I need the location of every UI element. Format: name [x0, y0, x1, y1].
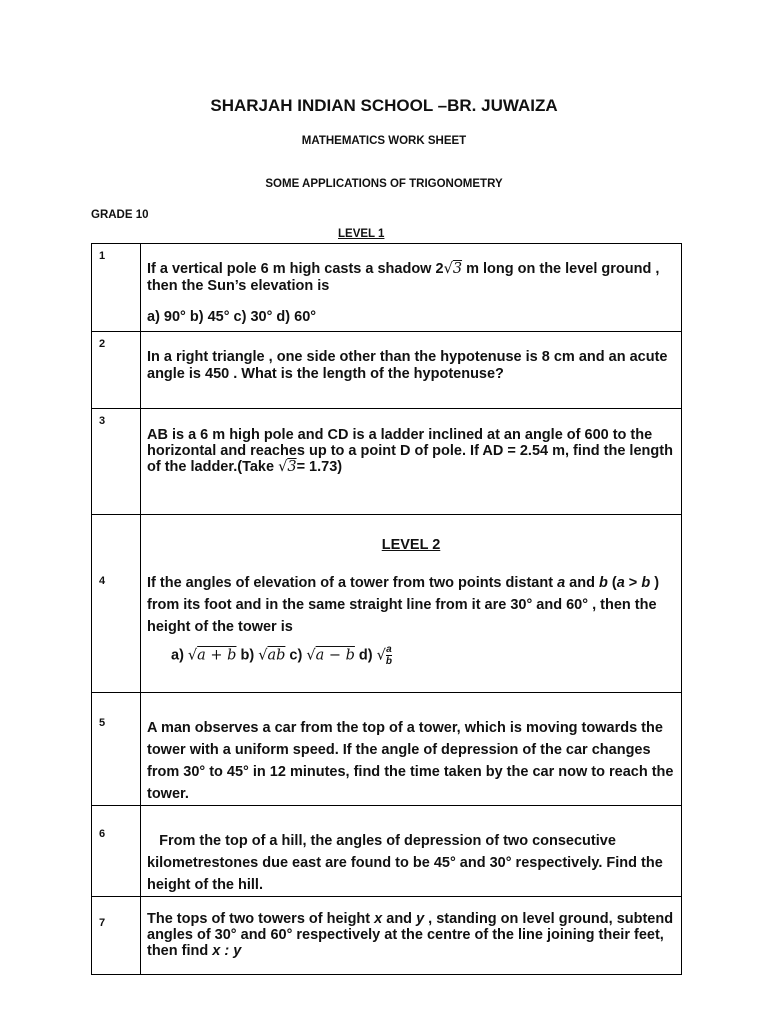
school-name: SHARJAH INDIAN SCHOOL –BR. JUWAIZA	[210, 96, 558, 115]
question-6-text: From the top of a hill, the angles of depression of two consecutive kilometrestones due east are found to be 45° and 30° respectively. Find the height of the hill.	[147, 833, 667, 893]
question-7-text: The tops of two towers of height x and y , standing on level ground, subtend angles of 30° and 60° respectively at the centre of the line joining their feet, then find x : y	[147, 911, 674, 959]
question-2-text: In a right triangle , one side other than the hypotenuse is 8 cm and an acute angle is 450 . What is the length of the hypotenuse?	[147, 349, 668, 382]
question-row	[92, 515, 682, 693]
question-row	[92, 897, 682, 975]
grade-label: GRADE 10	[91, 209, 149, 221]
question-number: 1	[92, 244, 141, 332]
fraction-a-over-b: $\frac{a}{b}$	[385, 644, 393, 667]
question-3-text: AB is a 6 m high pole and CD is a ladder inclined at an angle of 600 to the horizontal and reaches up to a point D of pole. If AD = 2.54 m, find the length of the ladder.(Take √3= 1.73)	[147, 427, 673, 475]
level-2-heading: LEVEL 2	[381, 537, 441, 553]
question-number: 5	[92, 693, 141, 806]
question-1-options: a) 90° b) 45° c) 30° d) 60°	[147, 309, 317, 325]
question-4-options: a) √a + b b) √ab c) √a − b d) $√\frac{a}{b}$	[171, 644, 393, 667]
question-row	[92, 806, 682, 897]
question-number: 2	[92, 332, 141, 409]
question-text	[141, 244, 682, 332]
question-5-text: A man observes a car from the top of a tower, which is moving towards the tower with a uniform speed. If the angle of depression of the car changes from 30° to 45° in 12 minutes, find the time taken by the car now to reach the tower.	[147, 720, 674, 802]
sqrt-expression: √3	[443, 261, 463, 277]
question-number: 6	[92, 806, 141, 897]
worksheet-title: MATHEMATICS WORK SHEET	[301, 135, 467, 147]
question-row	[92, 693, 682, 806]
question-1-stem: If a vertical pole 6 m high casts a shadow 2√3 m long on the level ground , then the Sun’s elevation is	[147, 261, 660, 294]
question-number: 3	[92, 409, 141, 515]
question-row	[92, 244, 682, 332]
question-number: 7	[92, 897, 141, 975]
question-row	[92, 332, 682, 409]
questions-table	[91, 243, 682, 975]
question-4-text: If the angles of elevation of a tower from two points distant a and b (a > b ) from its foot and in the same straight line from it are 30° and 60° , then the height of the tower is	[147, 575, 660, 635]
sqrt-expression: √3	[278, 459, 297, 475]
question-number: 4	[92, 515, 141, 693]
topic-title: SOME APPLICATIONS OF TRIGONOMETRY	[265, 178, 503, 190]
question-row	[92, 409, 682, 515]
level-1-heading: LEVEL 1	[338, 228, 385, 240]
